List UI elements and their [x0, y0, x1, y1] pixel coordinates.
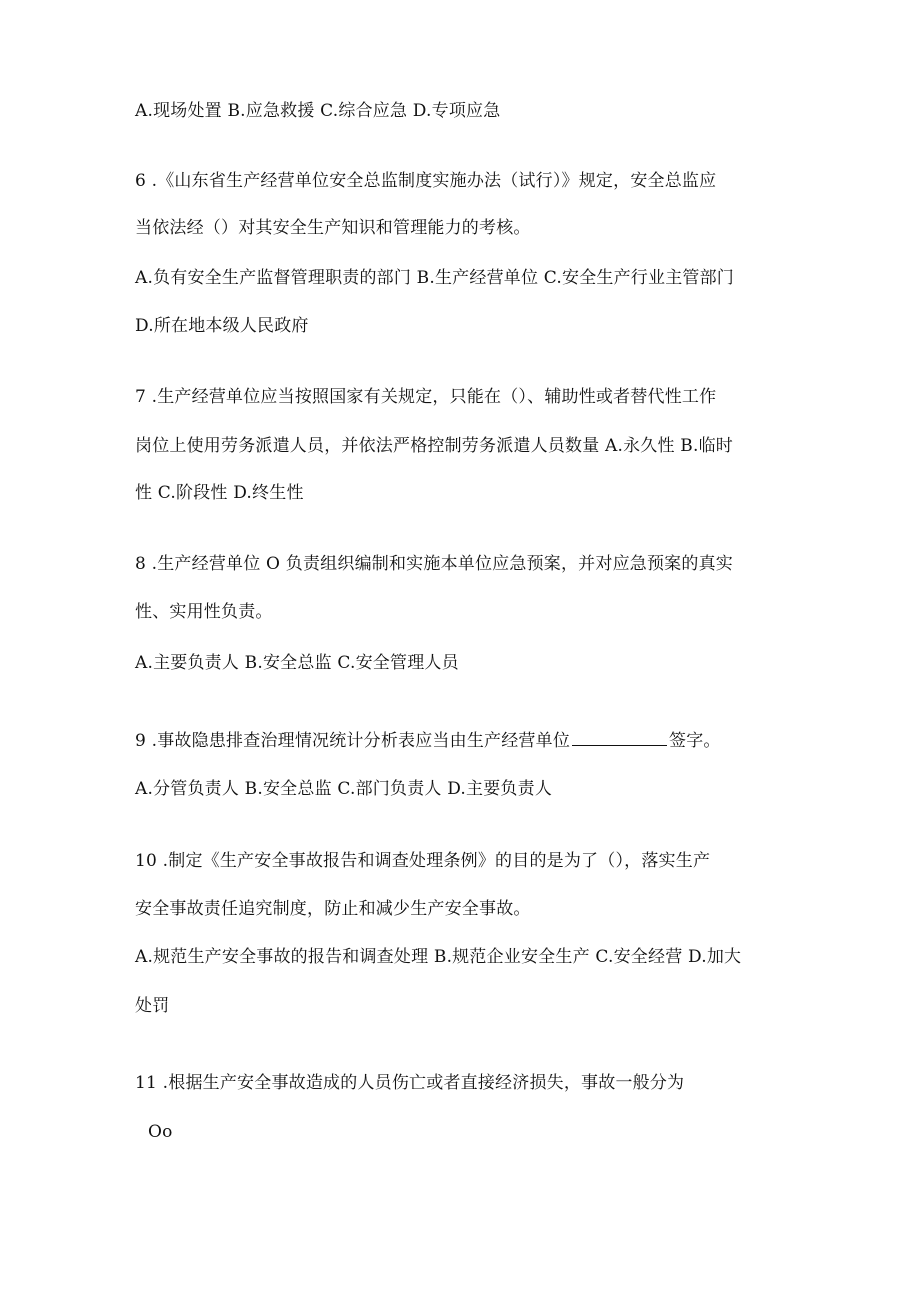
- q6-text-line-1: 6 .《山东省生产经营单位安全总监制度实施办法（试行）》规定，安全总监应: [135, 171, 717, 191]
- q10-text-line-1: 10 .制定《生产安全事故报告和调查处理条例》的目的是为了（），落实生产: [135, 851, 711, 871]
- q8-text-line-1: 8 .生产经营单位 O 负责组织编制和实施本单位应急预案，并对应急预案的真实: [135, 554, 733, 574]
- q6-options-line-2: D.所在地本级人民政府: [135, 316, 309, 336]
- q10-text-line-2: 安全事故责任追究制度，防止和减少生产安全事故。: [135, 899, 531, 919]
- q7-text-line-2: 岗位上使用劳务派遣人员，并依法严格控制劳务派遣人员数量 A.永久性 B.临时: [135, 436, 733, 456]
- q11-text-tail: Oo: [148, 1122, 173, 1142]
- q10-options-line-2: 处罚: [135, 996, 170, 1016]
- q6-options-line-1: A.负有安全生产监督管理职责的部门 B.生产经营单位 C.安全生产行业主管部门: [135, 268, 734, 288]
- q9-text-end: 签字。: [669, 731, 721, 751]
- q6-text-line-2: 当依法经（）对其安全生产知识和管理能力的考核。: [135, 218, 531, 238]
- fill-in-blank: [572, 729, 667, 746]
- q9-text-start: 9 .事故隐患排查治理情况统计分析表应当由生产经营单位: [135, 731, 571, 751]
- q9-text: [135, 729, 721, 753]
- q7-text-line-3: 性 C.阶段性 D.终生性: [135, 483, 304, 503]
- q9-options: A.分管负责人 B.安全总监 C.部门负责人 D.主要负责人: [135, 779, 553, 799]
- q7-text-line-1: 7 .生产经营单位应当按照国家有关规定，只能在（）、辅助性或者替代性工作: [135, 387, 717, 407]
- q8-text-line-2: 性、实用性负责。: [135, 602, 273, 622]
- q11-text: 11 .根据生产安全事故造成的人员伤亡或者直接经济损失，事故一般分为: [135, 1073, 685, 1093]
- q10-options-line-1: A.规范生产安全事故的报告和调查处理 B.规范企业安全生产 C.安全经营 D.加大: [135, 947, 742, 967]
- q8-options: A.主要负责人 B.安全总监 C.安全管理人员: [135, 653, 459, 673]
- q5-options: A.现场处置 B.应急救援 C.综合应急 D.专项应急: [135, 101, 501, 121]
